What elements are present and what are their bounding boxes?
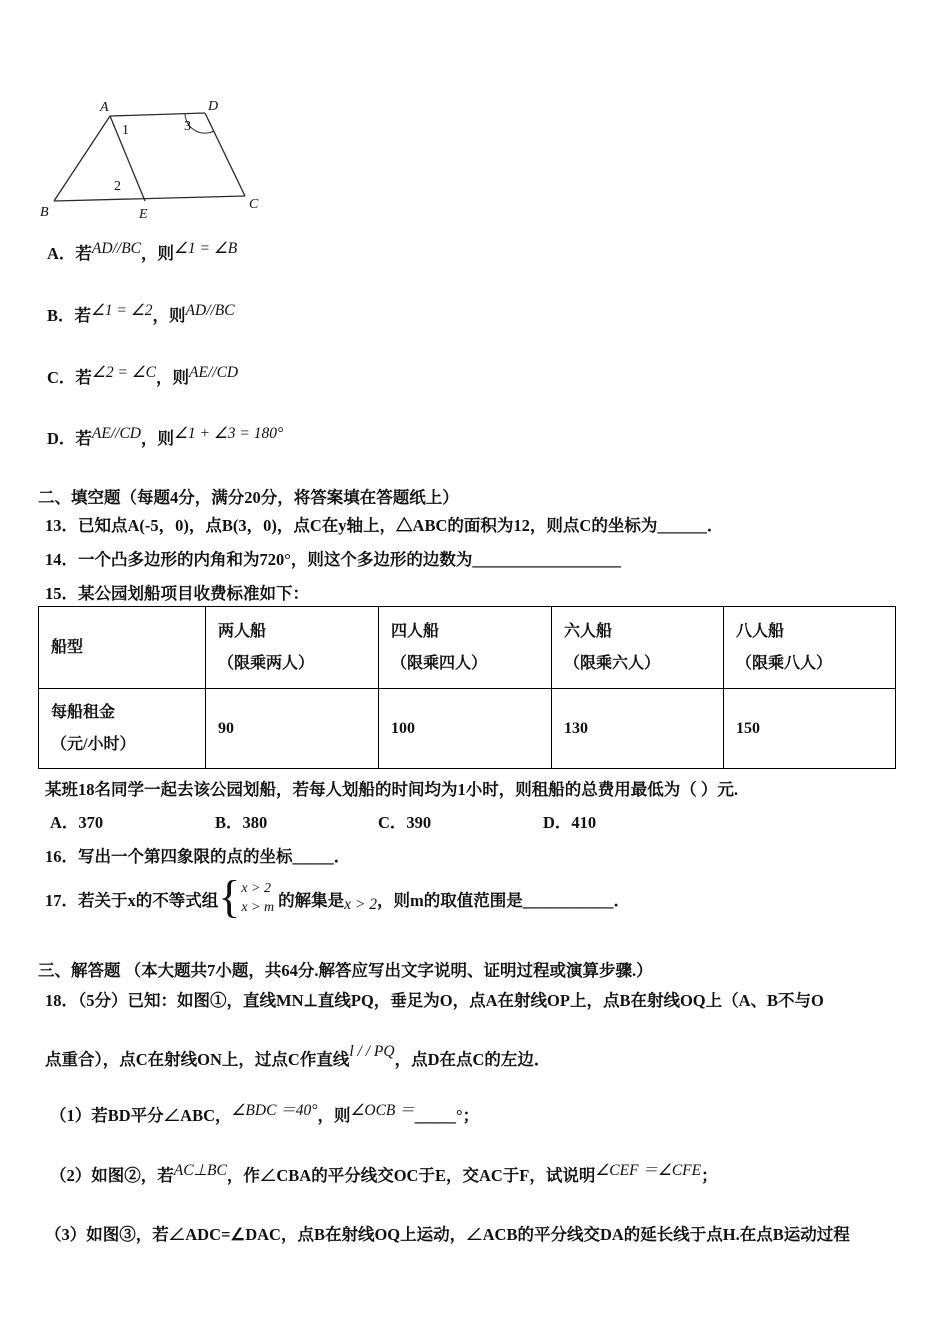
q15-choice-a: A．370 bbox=[50, 813, 104, 832]
table-header-four-person bbox=[379, 607, 552, 689]
segment-DC bbox=[205, 113, 245, 196]
header-line2: （限乘六人） bbox=[564, 654, 661, 672]
q18-line2-math: l / / PQ bbox=[349, 1043, 395, 1060]
option-d-prefix: D．若 bbox=[47, 429, 92, 448]
table-row-label bbox=[39, 689, 206, 769]
q17-solution: x > 2 bbox=[344, 896, 377, 913]
q18-p2-math2: ∠CEF ＝∠CFE bbox=[595, 1162, 702, 1179]
q18-p1-text2: ，则 bbox=[317, 1106, 351, 1125]
header-line1: 六人船 bbox=[564, 622, 613, 640]
figure-angle-1: 1 bbox=[122, 123, 129, 138]
header-line1: 四人船 bbox=[391, 622, 440, 640]
q15-choice-c: C．390 bbox=[378, 813, 432, 832]
q18-p2-text1: （2）如图②，若 bbox=[50, 1166, 174, 1185]
option-b-mid: ，则 bbox=[152, 306, 186, 325]
question-17 bbox=[45, 871, 630, 924]
option-b bbox=[47, 302, 235, 326]
q17-prefix: 17．若关于x的不等式组 bbox=[45, 891, 219, 910]
section2-title: 二、填空题（每题4分，满分20分，将答案填在答题纸上） bbox=[38, 488, 459, 507]
q15-choice-b: B．380 bbox=[215, 813, 268, 832]
table-data-row bbox=[39, 689, 896, 769]
question-18-part3: （3）如图③，若∠ADC=∠DAC，点B在射线OQ上运动，∠ACB的平分线交DA的延长线于点H.在点B运动过程 bbox=[45, 1225, 850, 1244]
fee-eight-person: 150 bbox=[724, 689, 896, 769]
q18-p1-math1: ∠BDC ＝40° bbox=[231, 1102, 318, 1119]
row-label-line1: 每船租金 bbox=[51, 703, 116, 721]
option-a-math1: AD//BC bbox=[91, 240, 142, 257]
header-line2: （限乘两人） bbox=[218, 654, 315, 672]
question-15: 15．某公园划船项目收费标准如下： bbox=[45, 584, 309, 603]
fee-two-person: 90 bbox=[206, 689, 379, 769]
table-header-boat-type: 船型 bbox=[39, 607, 206, 689]
option-a bbox=[47, 240, 237, 264]
option-b-math1: ∠1 = ∠2 bbox=[91, 302, 153, 319]
figure-angle-3: 3 bbox=[184, 119, 191, 134]
question-18-part2 bbox=[50, 1162, 718, 1186]
option-a-mid: ，则 bbox=[141, 244, 175, 263]
inequality-2: x > m bbox=[241, 900, 275, 915]
table-header-two-person bbox=[206, 607, 379, 689]
brace-symbol: { bbox=[218, 871, 241, 922]
option-d-math2: ∠1 + ∠3 = 180° bbox=[174, 425, 284, 442]
fee-six-person: 130 bbox=[552, 689, 724, 769]
option-b-math2: AD//BC bbox=[185, 302, 235, 319]
option-a-prefix: A．若 bbox=[47, 244, 92, 263]
figure-label-B: B bbox=[40, 205, 49, 220]
q18-p1-math2: ∠OCB ＝ bbox=[350, 1102, 415, 1119]
question-18-line2 bbox=[45, 1043, 551, 1070]
option-d-math1: AE//CD bbox=[91, 425, 142, 442]
inequality-system bbox=[241, 880, 274, 918]
q18-line2-text2: ，点D在点C的左边． bbox=[394, 1050, 551, 1069]
row-label-line2: （元/小时） bbox=[51, 735, 136, 753]
option-b-prefix: B．若 bbox=[47, 306, 92, 325]
geometry-figure bbox=[38, 98, 278, 228]
figure-angle-2: 2 bbox=[114, 179, 121, 194]
header-line2: （限乘八人） bbox=[736, 654, 833, 672]
question-16: 16．写出一个第四象限的点的坐标_____． bbox=[45, 847, 351, 866]
header-line1: 八人船 bbox=[736, 622, 785, 640]
option-d-mid: ，则 bbox=[141, 429, 175, 448]
question-14: 14．一个凸多边形的内角和为720°，则这个多边形的边数为__________________ bbox=[45, 550, 621, 569]
q18-p1-text1: （1）若BD平分∠ABC， bbox=[50, 1106, 232, 1125]
q18-p2-text3: ； bbox=[701, 1166, 718, 1185]
segment-BC bbox=[54, 196, 245, 201]
figure-label-E: E bbox=[139, 207, 148, 222]
q18-p1-blank: _____°； bbox=[414, 1106, 480, 1125]
table-header-six-person bbox=[552, 607, 724, 689]
question-18-part1 bbox=[50, 1102, 479, 1126]
question-13: 13．已知点A(-5，0)，点B(3，0)，点C在y轴上，△ABC的面积为12，则点C的坐标为______． bbox=[45, 516, 724, 535]
segment-AD bbox=[110, 113, 205, 116]
q17-suffix: ，则m的取值范围是___________． bbox=[376, 891, 630, 910]
q18-p2-text2: ，作∠CBA的平分线交OC于E，交AC于F，试说明 bbox=[226, 1166, 596, 1185]
q17-mid: 的解集是 bbox=[278, 891, 345, 910]
boat-fee-table bbox=[38, 606, 896, 769]
table-header-row bbox=[39, 607, 896, 689]
table-header-eight-person bbox=[724, 607, 896, 689]
segment-BA bbox=[54, 116, 110, 201]
option-d bbox=[47, 425, 283, 449]
figure-label-D: D bbox=[208, 99, 219, 114]
header-line1: 两人船 bbox=[218, 622, 267, 640]
option-c-math2: AE//CD bbox=[189, 364, 239, 381]
figure-label-C: C bbox=[249, 197, 259, 212]
option-c bbox=[47, 364, 238, 388]
option-c-prefix: C．若 bbox=[47, 368, 92, 387]
header-line2: （限乘四人） bbox=[391, 654, 488, 672]
q15-choice-d: D．410 bbox=[543, 813, 597, 832]
option-c-math1: ∠2 = ∠C bbox=[91, 364, 157, 381]
q18-line2-text1: 点重合），点C在射线ON上，过点C作直线 bbox=[45, 1050, 350, 1069]
section3-title: 三、解答题 （本大题共7小题，共64分.解答应写出文字说明、证明过程或演算步骤.） bbox=[38, 961, 653, 980]
fee-four-person: 100 bbox=[379, 689, 552, 769]
inequality-1: x > 2 bbox=[241, 881, 272, 897]
q18-p2-math1: AC⊥BC bbox=[173, 1162, 227, 1179]
figure-label-A: A bbox=[100, 100, 109, 115]
question-15-continued: 某班18名同学一起去该公园划船，若每人划船的时间均为1小时，则租船的总费用最低为（ ）元. bbox=[45, 780, 738, 799]
option-a-math2: ∠1 = ∠B bbox=[174, 240, 238, 257]
question-18-line1: 18．（5分）已知：如图①，直线MN⊥直线PQ，垂足为O，点A在射线OP上，点B在射线OQ上（A、B不与O bbox=[45, 991, 824, 1010]
option-c-mid: ，则 bbox=[156, 368, 190, 387]
